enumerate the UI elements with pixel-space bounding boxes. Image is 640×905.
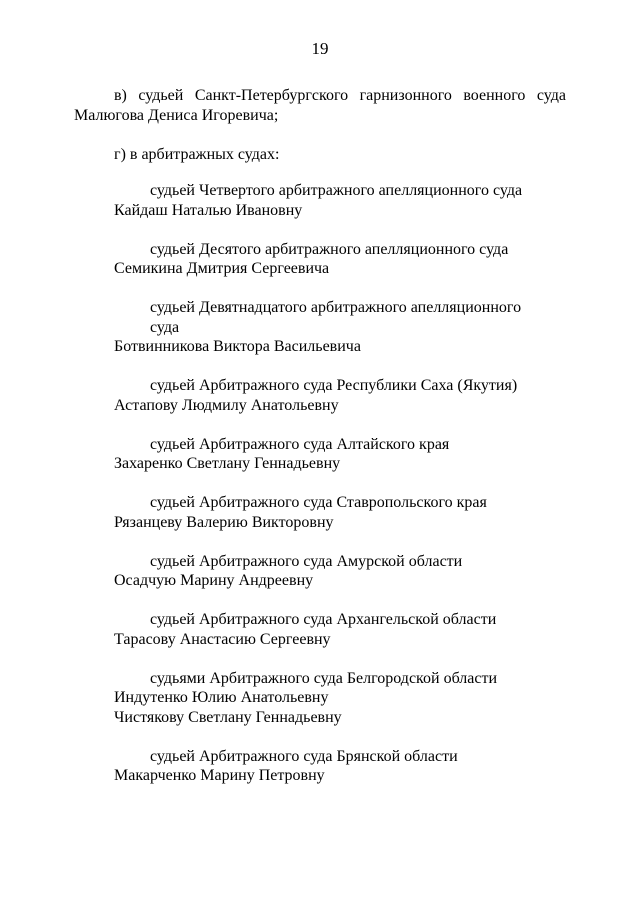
list-item xyxy=(114,435,574,474)
court-line: судьей Арбитражного суда Республики Саха (Якутия) xyxy=(150,377,518,394)
person-name: Астапову Людмилу Анатольевну xyxy=(114,396,339,414)
list-item xyxy=(114,610,574,649)
list-item xyxy=(114,376,574,415)
person-name: Захаренко Светлану Геннадьевну xyxy=(114,455,341,472)
person-name: Макарченко Марину Петровну xyxy=(114,767,325,784)
court-line: судьей Десятого арбитражного апелляционного суда xyxy=(150,240,509,258)
appointment-list xyxy=(114,181,574,805)
court-line: судьей Арбитражного суда Ставропольского края xyxy=(150,494,487,511)
list-item xyxy=(114,747,574,786)
item-v-line1: в) судьей Санкт-Петербургского гарнизонного военного суда xyxy=(114,87,566,104)
court-line: судьей Четвертого арбитражного апелляционного суда xyxy=(150,182,523,199)
person-name: Семикина Дмитрия Сергеевича xyxy=(114,260,330,277)
person-name: Осадчую Марину Андреевну xyxy=(114,572,314,589)
list-item xyxy=(114,240,574,279)
person-name: Индутенко Юлию Анатольевну xyxy=(114,689,329,706)
court-line: судьей Арбитражного суда Алтайского края xyxy=(150,435,450,453)
list-item xyxy=(114,298,574,357)
court-line: судьями Арбитражного суда Белгородской области xyxy=(150,669,498,687)
list-item xyxy=(114,493,574,532)
list-item xyxy=(114,669,574,728)
person-name: Кайдаш Наталью Ивановну xyxy=(114,201,303,219)
court-line: судьей Арбитражного суда Брянской области xyxy=(150,747,458,765)
court-line: судьей Арбитражного суда Архангельской области xyxy=(150,611,497,628)
list-item xyxy=(114,181,574,220)
person-name: Рязанцеву Валерию Викторовну xyxy=(114,513,334,531)
person-name: Ботвинникова Виктора Васильевича xyxy=(114,338,361,355)
item-g-heading: г) в арбитражных судах: xyxy=(114,146,280,163)
person-name: Тарасову Анастасию Сергеевну xyxy=(114,630,331,648)
person-name: Чистякову Светлану Геннадьевну xyxy=(114,708,342,726)
page-number: 19 xyxy=(311,39,329,58)
court-line: судьей Арбитражного суда Амурской области xyxy=(150,552,463,570)
item-v-paragraph xyxy=(74,86,566,126)
item-v-line2: Малюгова Дениса Игоревича; xyxy=(74,107,279,124)
court-line-continuation: суда xyxy=(150,318,180,336)
court-line: судьей Девятнадцатого арбитражного апелляционного xyxy=(150,299,522,316)
list-item xyxy=(114,552,574,591)
